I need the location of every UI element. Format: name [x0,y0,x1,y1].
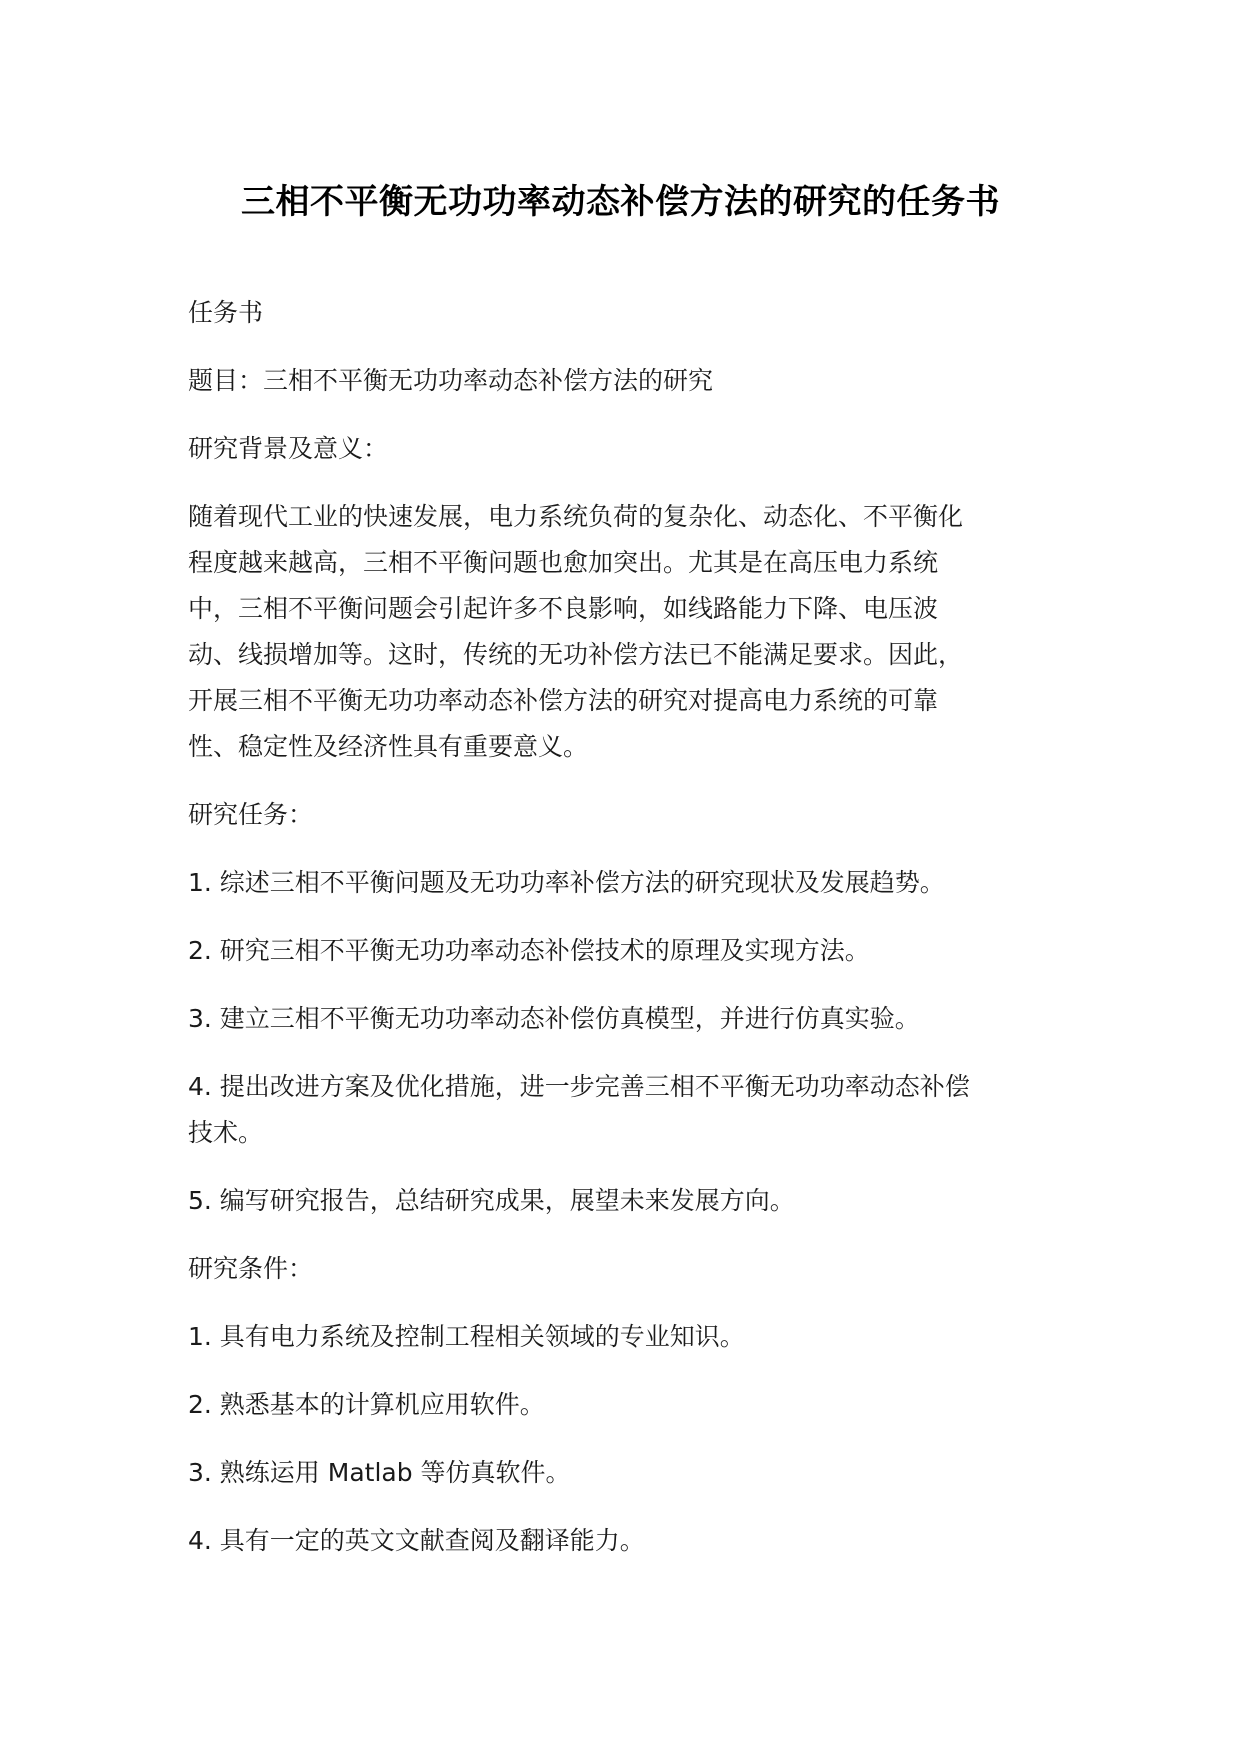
condition-item-3: 3. 熟练运用 Matlab 等仿真软件。 [188,1458,571,1487]
heading-background: 研究背景及意义： [188,434,389,463]
topic-line: 题目：三相不平衡无功功率动态补偿方法的研究 [188,366,714,395]
document-body [188,290,1088,1586]
task-item-1: 1. 综述三相不平衡问题及无功功率补偿方法的研究现状及发展趋势。 [188,868,945,897]
background-paragraph: 随着现代工业的快速发展，电力系统负荷的复杂化、动态化、不平衡化程度越来越高，三相不平衡问题也愈加突出。尤其是在高压电力系统中，三相不平衡问题会引起许多不良影响，如线路能力下降、电压波动、线损增加等。这时，传统的无功补偿方法已不能满足要求。因此，开展三相不平衡无功功率动态补偿方法的研究对提高电力系统的可靠性、稳定性及经济性具有重要意义。 [188,502,964,761]
task-item-5: 5. 编写研究报告，总结研究成果，展望未来发展方向。 [188,1186,795,1215]
heading-task-book: 任务书 [188,298,264,327]
condition-item-2: 2. 熟悉基本的计算机应用软件。 [188,1390,545,1419]
task-item-2: 2. 研究三相不平衡无功功率动态补偿技术的原理及实现方法。 [188,936,870,965]
task-item-4: 4. 提出改进方案及优化措施，进一步完善三相不平衡无功功率动态补偿技术。 [188,1072,970,1147]
task-item-3: 3. 建立三相不平衡无功功率动态补偿仿真模型，并进行仿真实验。 [188,1004,920,1033]
condition-item-1: 1. 具有电力系统及控制工程相关领域的专业知识。 [188,1322,745,1351]
condition-item-4: 4. 具有一定的英文文献查阅及翻译能力。 [188,1526,645,1555]
heading-research-conditions: 研究条件： [188,1254,314,1283]
document-title: 三相不平衡无功功率动态补偿方法的研究的任务书 [241,182,1000,222]
heading-research-tasks: 研究任务： [188,800,314,829]
